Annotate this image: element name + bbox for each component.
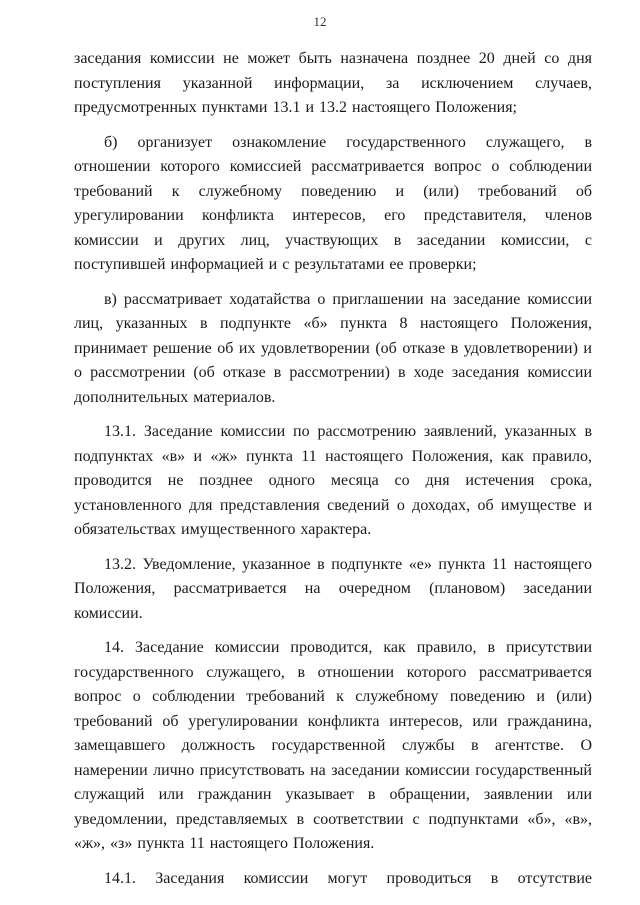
paragraph-13-1: 13.1. Заседание комиссии по рассмотрению заявлений, указанных в подпунктах «в» и «ж» пункта 11 настоящего Положения, как правило, проводится не позднее одного месяца со дня истечения срока, установленного для представления сведений о доходах, об имуществе и обязательствах имущественного характера. [74, 423, 592, 538]
document-body [74, 47, 592, 901]
paragraph-v: в) рассматривает ходатайства о приглашении на заседание комиссии лиц, указанных в подпункте «б» пункта 8 настоящего Положения, принимает решение об их удовлетворении (об отказе в удовлетворении) и о рассмотрении (об отказе в рассмотрении) в ходе заседания комиссии дополнительных материалов. [74, 290, 592, 406]
paragraph-continuation: заседания комиссии не может быть назначена позднее 20 дней со дня поступления указанной информации, за исключением случаев, предусмотренных пунктами 13.1 и 13.2 настоящего Положения; [74, 50, 592, 116]
paragraph-13-2: 13.2. Уведомление, указанное в подпункте «е» пункта 11 настоящего Положения, рассматривается на очередном (плановом) заседании комиссии. [74, 555, 592, 622]
paragraph-14-1: 14.1. Заседания комиссии могут проводиться в отсутствие [104, 869, 592, 887]
paragraph-b: б) организует ознакомление государственного служащего, в отношении которого комиссией рассматривается вопрос о соблюдении требований к служебному поведению и (или) требований об урегулировании конфликта интересов, его представителя, членов комиссии и других лиц, участвующих в заседании комиссии, с поступившей информацией и с результатами ее проверки; [74, 133, 592, 273]
paragraph-14: 14. Заседание комиссии проводится, как правило, в присутствии государственного служащего, в отношении которого рассматривается вопрос о соблюдении требований к служебному поведению и (или) требований об урегулировании конфликта интересов, или гражданина, замещавшего должность государственной службы в агентстве. О намерении лично присутствовать на заседании комиссии государственный служащий или гражданин указывает в обращении, заявлении или уведомлении, представляемых в соответствии с подпунктами «б», «в», «ж», «з» пункта 11 настоящего Положения. [74, 639, 592, 852]
page-number: 12 [313, 14, 327, 29]
